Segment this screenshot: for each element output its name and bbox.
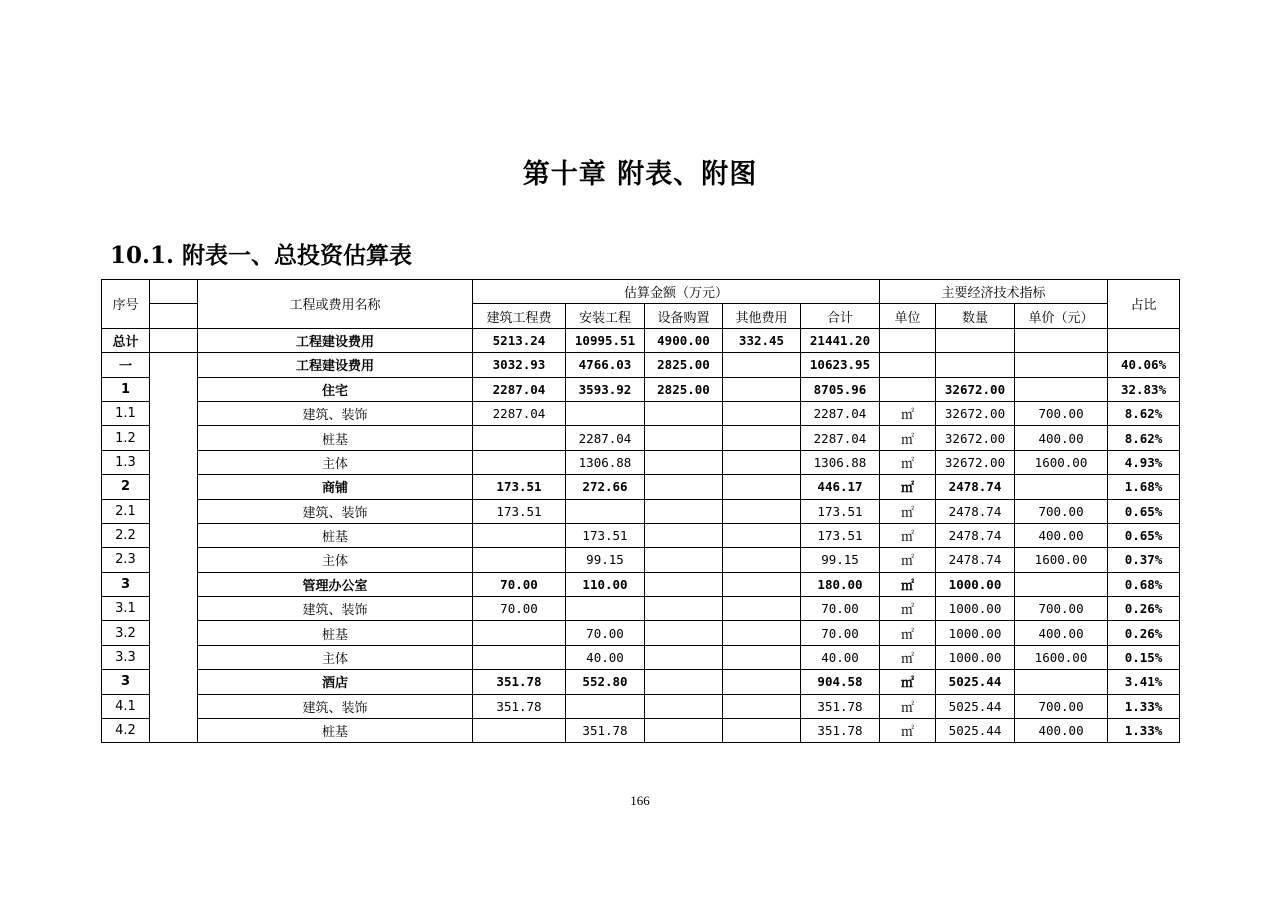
row-seq: 1.2: [102, 426, 150, 450]
row-seq: 2.1: [102, 499, 150, 523]
row-ratio: 0.37%: [1108, 548, 1180, 572]
row-ratio: 0.68%: [1108, 572, 1180, 596]
row-construction: 173.51: [473, 499, 566, 523]
row-installation: 351.78: [566, 719, 645, 743]
row-quantity: 5025.44: [936, 694, 1015, 718]
row-ratio: 1.33%: [1108, 694, 1180, 718]
row-equipment: [645, 621, 723, 645]
row-quantity: 1000.00: [936, 572, 1015, 596]
row-total: 70.00: [801, 621, 880, 645]
row-quantity: 32672.00: [936, 450, 1015, 474]
table-row: [102, 645, 1180, 669]
row-unit: ㎡: [880, 426, 936, 450]
row-unit: ㎡: [880, 694, 936, 718]
row-ratio: 1.33%: [1108, 719, 1180, 743]
table-row: [102, 353, 1180, 377]
row-quantity: 2478.74: [936, 475, 1015, 499]
row-other: [723, 694, 801, 718]
row-seq: 3.1: [102, 597, 150, 621]
row-unit: ㎡: [880, 645, 936, 669]
row-total: 8705.96: [801, 377, 880, 401]
row-installation: 40.00: [566, 645, 645, 669]
row-quantity: 5025.44: [936, 719, 1015, 743]
total-sum: 21441.20: [801, 328, 880, 352]
row-total: 446.17: [801, 475, 880, 499]
row-quantity: 2478.74: [936, 548, 1015, 572]
chapter-title: 第十章 附表、附图: [522, 159, 758, 190]
row-unit: ㎡: [880, 450, 936, 474]
row-other: [723, 401, 801, 425]
row-seq: 3.2: [102, 621, 150, 645]
row-installation: 3593.92: [566, 377, 645, 401]
row-construction: [473, 450, 566, 474]
row-other: [723, 499, 801, 523]
row-name: 主体: [198, 548, 473, 572]
total-construction: 5213.24: [473, 328, 566, 352]
row-construction: [473, 426, 566, 450]
row-installation: 1306.88: [566, 450, 645, 474]
row-total: 173.51: [801, 499, 880, 523]
row-seq: 3: [102, 670, 150, 694]
row-ratio: 0.65%: [1108, 499, 1180, 523]
row-construction: [473, 523, 566, 547]
row-ratio: 0.26%: [1108, 597, 1180, 621]
row-ratio: 4.93%: [1108, 450, 1180, 474]
row-other: [723, 450, 801, 474]
row-total: 904.58: [801, 670, 880, 694]
row-unit-price: 1600.00: [1015, 450, 1108, 474]
header-quantity: 数量: [936, 304, 1015, 328]
row-quantity: 1000.00: [936, 621, 1015, 645]
row-unit-price: [1015, 475, 1108, 499]
row-unit: ㎡: [880, 621, 936, 645]
row-quantity: 5025.44: [936, 670, 1015, 694]
row-construction: [473, 548, 566, 572]
row-construction: 173.51: [473, 475, 566, 499]
row-equipment: 2825.00: [645, 353, 723, 377]
row-equipment: [645, 597, 723, 621]
row-unit-price: 400.00: [1015, 523, 1108, 547]
row-other: [723, 621, 801, 645]
phase-label: [150, 353, 198, 743]
row-quantity: [936, 353, 1015, 377]
row-name: 桩基: [198, 719, 473, 743]
row-other: [723, 670, 801, 694]
row-equipment: [645, 450, 723, 474]
row-installation: [566, 499, 645, 523]
row-total: 40.00: [801, 645, 880, 669]
row-unit-price: 400.00: [1015, 426, 1108, 450]
table-header-row: [102, 280, 1180, 304]
row-other: [723, 645, 801, 669]
row-unit-price: 1600.00: [1015, 548, 1108, 572]
total-ratio: [1108, 328, 1180, 352]
row-name: 建筑、装饰: [198, 694, 473, 718]
row-construction: [473, 645, 566, 669]
header-name: 工程或费用名称: [198, 280, 473, 329]
total-phase: [150, 328, 198, 352]
row-unit-price: 400.00: [1015, 719, 1108, 743]
row-seq: 1: [102, 377, 150, 401]
row-name: 建筑、装饰: [198, 597, 473, 621]
row-total: 70.00: [801, 597, 880, 621]
row-unit-price: [1015, 353, 1108, 377]
row-other: [723, 523, 801, 547]
row-installation: 272.66: [566, 475, 645, 499]
row-unit-price: 700.00: [1015, 597, 1108, 621]
row-equipment: [645, 426, 723, 450]
row-ratio: 8.62%: [1108, 401, 1180, 425]
row-unit: ㎡: [880, 499, 936, 523]
row-quantity: 2478.74: [936, 523, 1015, 547]
row-total: 2287.04: [801, 426, 880, 450]
total-row: [102, 328, 1180, 352]
row-equipment: [645, 475, 723, 499]
row-unit: ㎡: [880, 475, 936, 499]
table-row: [102, 499, 1180, 523]
row-unit: ㎡: [880, 548, 936, 572]
row-seq: 1.1: [102, 401, 150, 425]
row-total: 180.00: [801, 572, 880, 596]
table-row: [102, 426, 1180, 450]
row-seq: 4.1: [102, 694, 150, 718]
row-construction: [473, 621, 566, 645]
row-ratio: 32.83%: [1108, 377, 1180, 401]
row-installation: [566, 401, 645, 425]
row-unit: ㎡: [880, 401, 936, 425]
row-equipment: [645, 719, 723, 743]
header-indicator-group: 主要经济技术指标: [880, 280, 1108, 304]
row-unit-price: [1015, 670, 1108, 694]
row-installation: [566, 597, 645, 621]
table-row: [102, 523, 1180, 547]
row-construction: 70.00: [473, 597, 566, 621]
row-unit: ㎡: [880, 523, 936, 547]
row-other: [723, 719, 801, 743]
row-other: [723, 426, 801, 450]
row-equipment: [645, 670, 723, 694]
row-name: 商铺: [198, 475, 473, 499]
table-row: [102, 694, 1180, 718]
row-ratio: 0.65%: [1108, 523, 1180, 547]
header-installation: 安装工程: [566, 304, 645, 328]
row-total: 99.15: [801, 548, 880, 572]
row-name: 主体: [198, 645, 473, 669]
row-unit: ㎡: [880, 719, 936, 743]
row-installation: 2287.04: [566, 426, 645, 450]
row-quantity: 32672.00: [936, 401, 1015, 425]
total-unit-price: [1015, 328, 1108, 352]
row-name: 桩基: [198, 523, 473, 547]
row-equipment: [645, 645, 723, 669]
row-installation: 173.51: [566, 523, 645, 547]
row-construction: 2287.04: [473, 377, 566, 401]
total-other: 332.45: [723, 328, 801, 352]
row-total: 10623.95: [801, 353, 880, 377]
row-quantity: 32672.00: [936, 426, 1015, 450]
row-construction: 2287.04: [473, 401, 566, 425]
row-other: [723, 597, 801, 621]
row-other: [723, 548, 801, 572]
total-installation: 10995.51: [566, 328, 645, 352]
row-unit-price: 1600.00: [1015, 645, 1108, 669]
row-equipment: [645, 499, 723, 523]
table-row: [102, 719, 1180, 743]
table-row: [102, 450, 1180, 474]
total-equipment: 4900.00: [645, 328, 723, 352]
row-ratio: 1.68%: [1108, 475, 1180, 499]
table-row: [102, 621, 1180, 645]
row-seq: 2.3: [102, 548, 150, 572]
row-name: 酒店: [198, 670, 473, 694]
row-unit-price: [1015, 377, 1108, 401]
table-row: [102, 475, 1180, 499]
row-unit-price: 700.00: [1015, 694, 1108, 718]
row-unit-price: [1015, 572, 1108, 596]
table-row: [102, 572, 1180, 596]
row-installation: 4766.03: [566, 353, 645, 377]
row-construction: 351.78: [473, 670, 566, 694]
row-ratio: 3.41%: [1108, 670, 1180, 694]
row-name: 主体: [198, 450, 473, 474]
row-total: 351.78: [801, 719, 880, 743]
row-name: 建筑、装饰: [198, 499, 473, 523]
row-installation: 110.00: [566, 572, 645, 596]
row-construction: 351.78: [473, 694, 566, 718]
row-seq: 2: [102, 475, 150, 499]
row-total: 2287.04: [801, 401, 880, 425]
row-quantity: 2478.74: [936, 499, 1015, 523]
table-row: [102, 597, 1180, 621]
row-ratio: 0.15%: [1108, 645, 1180, 669]
row-total: 173.51: [801, 523, 880, 547]
row-equipment: 2825.00: [645, 377, 723, 401]
row-seq: 一: [102, 353, 150, 377]
row-name: 住宅: [198, 377, 473, 401]
row-quantity: 1000.00: [936, 597, 1015, 621]
row-total: 1306.88: [801, 450, 880, 474]
total-seq: 总计: [102, 328, 150, 352]
row-installation: 70.00: [566, 621, 645, 645]
header-phase-top: [150, 280, 198, 304]
row-equipment: [645, 694, 723, 718]
row-unit: [880, 353, 936, 377]
row-name: 管理办公室: [198, 572, 473, 596]
header-equipment: 设备购置: [645, 304, 723, 328]
investment-estimate-table: [101, 279, 1180, 743]
row-quantity: 32672.00: [936, 377, 1015, 401]
total-name: 工程建设费用: [198, 328, 473, 352]
row-unit-price: 400.00: [1015, 621, 1108, 645]
row-total: 351.78: [801, 694, 880, 718]
row-seq: 1.3: [102, 450, 150, 474]
row-name: 桩基: [198, 426, 473, 450]
row-name: 建筑、装饰: [198, 401, 473, 425]
total-unit: [880, 328, 936, 352]
header-unit-price: 单价（元）: [1015, 304, 1108, 328]
table-row: [102, 401, 1180, 425]
table-row: [102, 670, 1180, 694]
header-ratio: 占比: [1108, 280, 1180, 329]
row-unit-price: 700.00: [1015, 401, 1108, 425]
row-other: [723, 572, 801, 596]
row-equipment: [645, 523, 723, 547]
row-installation: 552.80: [566, 670, 645, 694]
table-row: [102, 377, 1180, 401]
row-seq: 3: [102, 572, 150, 596]
row-installation: [566, 694, 645, 718]
row-construction: 70.00: [473, 572, 566, 596]
row-construction: 3032.93: [473, 353, 566, 377]
total-quantity: [936, 328, 1015, 352]
table-row: [102, 548, 1180, 572]
header-seq: 序号: [102, 280, 150, 329]
row-seq: 3.3: [102, 645, 150, 669]
row-unit: ㎡: [880, 597, 936, 621]
row-name: 桩基: [198, 621, 473, 645]
row-other: [723, 475, 801, 499]
section-title: 10.1. 附表一、总投资估算表: [110, 242, 413, 269]
row-unit-price: 700.00: [1015, 499, 1108, 523]
row-quantity: 1000.00: [936, 645, 1015, 669]
header-construction: 建筑工程费: [473, 304, 566, 328]
row-ratio: 0.26%: [1108, 621, 1180, 645]
row-other: [723, 377, 801, 401]
header-total: 合计: [801, 304, 880, 328]
row-seq: 2.2: [102, 523, 150, 547]
header-other: 其他费用: [723, 304, 801, 328]
row-construction: [473, 719, 566, 743]
header-phase-bottom: [150, 304, 198, 328]
row-equipment: [645, 572, 723, 596]
row-installation: 99.15: [566, 548, 645, 572]
row-equipment: [645, 401, 723, 425]
page-number: 166: [630, 793, 650, 808]
row-equipment: [645, 548, 723, 572]
header-unit: 单位: [880, 304, 936, 328]
row-unit: ㎡: [880, 572, 936, 596]
row-ratio: 8.62%: [1108, 426, 1180, 450]
row-name: 工程建设费用: [198, 353, 473, 377]
row-seq: 4.2: [102, 719, 150, 743]
header-estimate-group: 估算金额（万元）: [473, 280, 880, 304]
row-other: [723, 353, 801, 377]
row-unit: ㎡: [880, 670, 936, 694]
row-ratio: 40.06%: [1108, 353, 1180, 377]
row-unit: [880, 377, 936, 401]
